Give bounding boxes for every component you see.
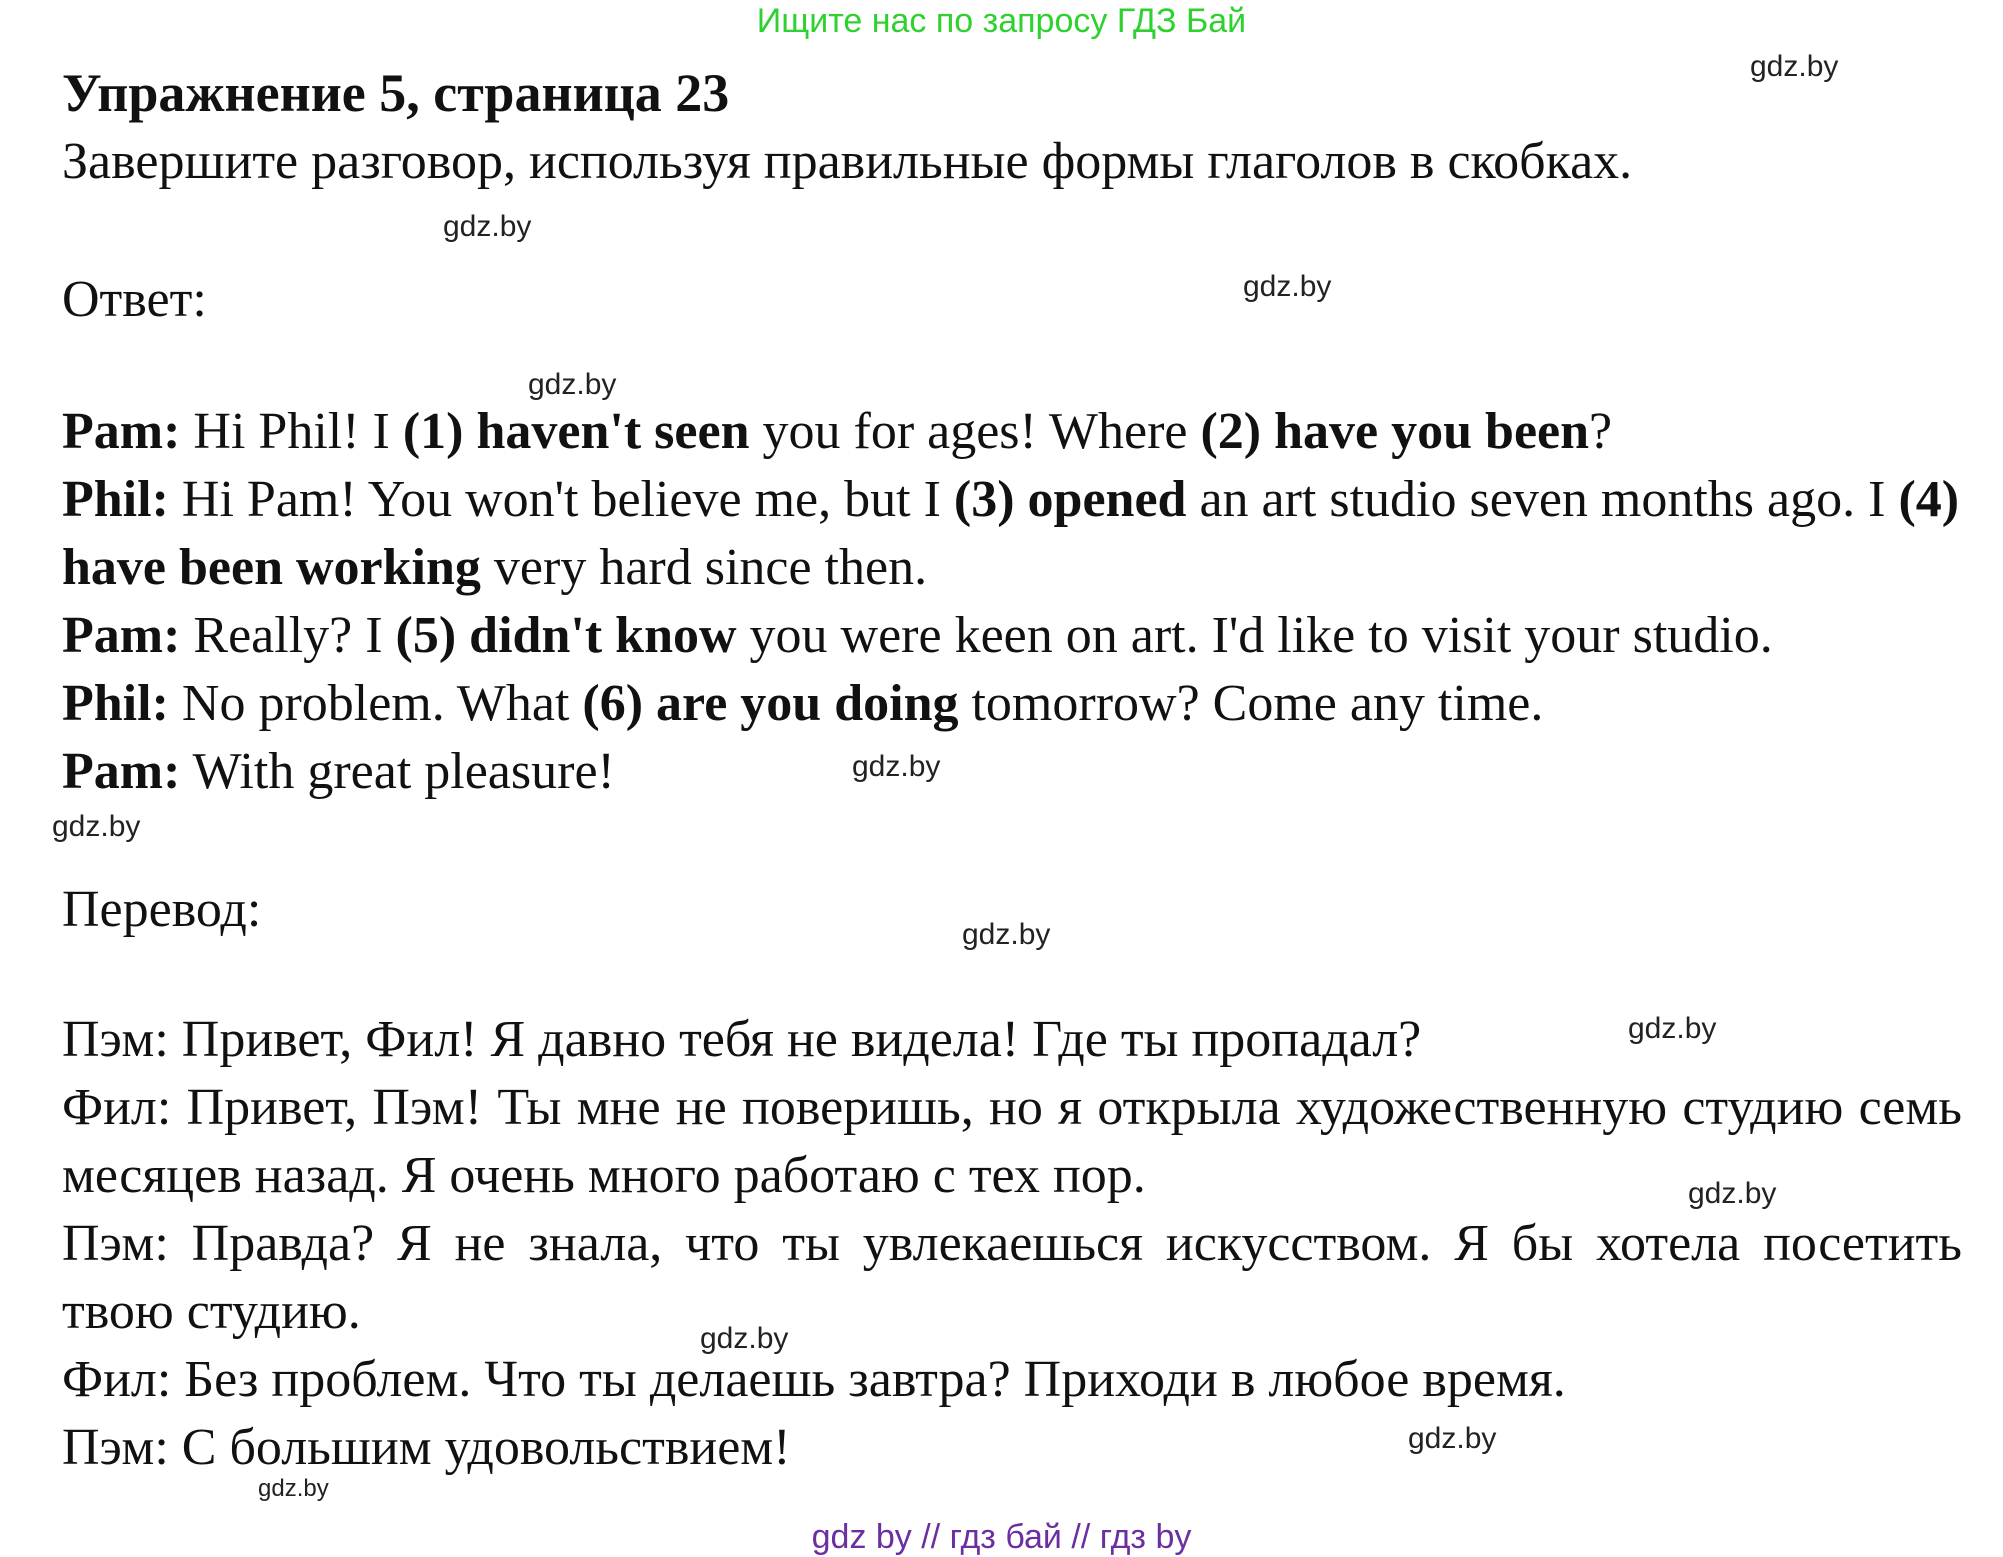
dialog-text: an art studio seven months ago. I [1186,471,1899,528]
task-text: Завершите разговор, используя правильные формы глаголов в скобках. [62,133,1633,190]
answer-verb: (5) didn't know [395,607,737,664]
answer-dialog [62,398,1962,806]
watermark: gdz.by [852,750,941,783]
watermark: gdz.by [1750,50,1839,83]
translation-line: Пэм: Привет, Фил! Я давно тебя не видела! Где ты пропадал? [62,1011,1422,1068]
watermark: gdz.by [1628,1012,1717,1045]
speaker-name: Phil: [62,471,169,528]
watermark: gdz.by [528,368,617,401]
translation-line: Пэм: Правда? Я не знала, что ты увлекаешься искусством. Я бы хотела посетить твою студию. [62,1215,1962,1340]
dialog-text: you were keen on art. I'd like to visit your studio. [736,607,1773,664]
speaker-name: Phil: [62,675,169,732]
dialog-line [62,602,1962,670]
dialog-text: tomorrow? Come any time. [958,675,1544,732]
watermark: gdz.by [443,210,532,243]
speaker-name: Pam: [62,607,181,664]
watermark: gdz.by [52,810,141,843]
dialog-text: you for ages! Where [749,403,1201,460]
speaker-name: Pam: [62,743,181,800]
dialog-text: ? [1589,403,1613,460]
answer-verb: (4) have been working [62,471,1960,596]
exercise-title: Упражнение 5, страница 23 [62,63,730,123]
dialog-text: With great pleasure! [180,743,615,800]
dialog-line [62,670,1962,738]
dialog-text: very hard since then. [480,539,928,596]
speaker-name: Pam: [62,403,181,460]
answer-verb: (3) opened [953,471,1187,528]
dialog-line [62,466,1962,602]
translation-line: Пэм: С большим удовольствием! [62,1419,791,1476]
watermark: gdz.by [962,918,1051,951]
watermark: gdz.by [1243,270,1332,303]
dialog-text: Really? I [180,607,396,664]
dialog-line [62,738,1962,806]
answer-verb: (1) haven't seen [402,403,750,460]
watermark: gdz.by [1688,1177,1777,1210]
answer-verb: (6) are you doing [582,675,959,732]
translation-line: Фил: Без проблем. Что ты делаешь завтра? Приходи в любое время. [62,1351,1566,1408]
watermark: gdz.by [1408,1422,1497,1455]
answer-verb: (2) have you been [1200,403,1590,460]
footer-links[interactable]: gdz by // гдз бай // гдз by [811,1518,1192,1556]
translation-text [62,1006,1962,1482]
dialog-text: No problem. What [168,675,583,732]
answer-label: Ответ: [62,271,207,328]
translation-line: Фил: Привет, Пэм! Ты мне не поверишь, но я открыла художественную студию семь месяцев назад. Я очень много работаю с тех пор. [62,1079,1962,1204]
dialog-line [62,398,1962,466]
dialog-text: Hi Phil! I [180,403,403,460]
watermark: gdz.by [700,1322,789,1355]
translation-label: Перевод: [62,881,262,938]
watermark: gdz.by [258,1475,329,1502]
dialog-text: Hi Pam! You won't believe me, but I [168,471,954,528]
search-hint-link[interactable]: Ищите нас по запросу ГДЗ Бай [756,2,1247,40]
